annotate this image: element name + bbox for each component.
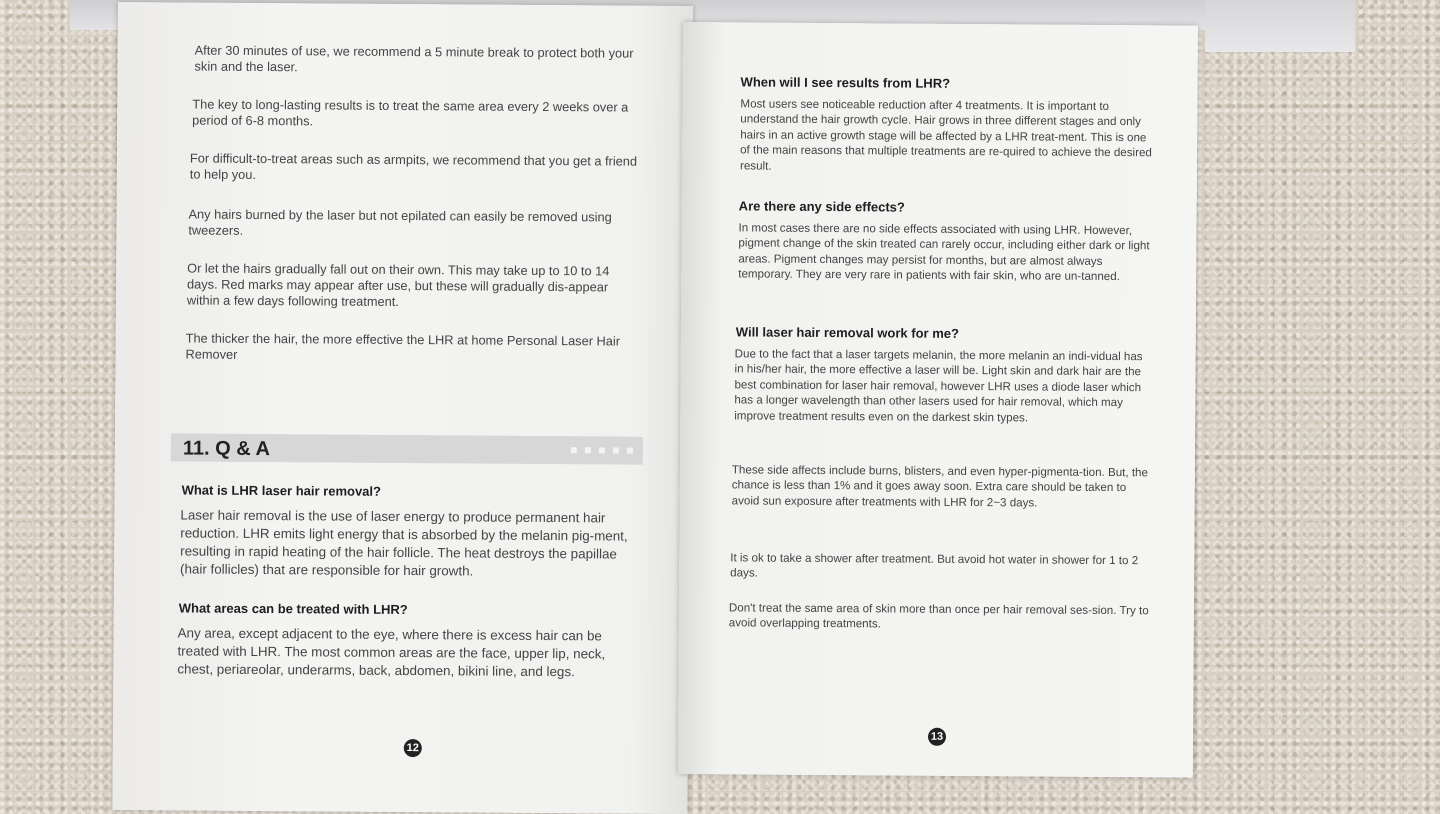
question-heading: What is LHR laser hair removal? (181, 482, 382, 499)
paragraph: Or let the hairs gradually fall out on their own. This may take up to 10 to 14 days. Red marks may appear after use, but these will gradually dis-appear within a few days following treatment. (186, 260, 610, 309)
paragraph: The thicker the hair, the more effective the LHR at home Personal Laser Hair Remover (185, 330, 621, 362)
paragraph: It is ok to take a shower after treatment. But avoid hot water in shower for 1 to 2 days. (730, 551, 1139, 580)
paragraph: The key to long-lasting results is to treat the same area every 2 weeks over a period of 6-8 months. (192, 96, 629, 129)
answer-text: In most cases there are no side effects associated with using LHR. However, pigment change of the skin treated can rarely occur, including either dark or light areas. Pigment changes may persist for months, but are almost always temporary. They are very rare in patients with fair skin, who are un-tanned. (738, 221, 1150, 284)
question-heading: Will laser hair removal work for me? (735, 324, 960, 341)
right-page (678, 22, 1198, 778)
answer-text: Laser hair removal is the use of laser energy to produce permanent hair reduction. LHR emits light energy that is absorbed by the melanin pig-ment, resulting in rapid heating of the hair follicle. The heat destroys the papillae (hair follicles) that are responsible for hair growth. (179, 507, 628, 579)
answer-text: Most users see noticeable reduction after 4 treatments. It is important to understand the hair growth cycle. Hair grows in three different stages and only hairs in an active growth stage will be affected by a LHR treat-ment. This is one of the main reasons that multiple treatments are re-quired to achieve the desired result. (739, 97, 1152, 173)
box-edge-top-right (1205, 0, 1355, 52)
paragraph: For difficult-to-treat areas such as armpits, we recommend that you get a friend to help you. (189, 150, 638, 182)
answer-text: Any area, except adjacent to the eye, where there is excess hair can be treated with LHR. The most common areas are the face, upper lip, neck, chest, periareolar, underarms, back, abdomen, bikini line, and legs. (177, 625, 606, 680)
question-heading: Are there any side effects? (738, 198, 905, 215)
paragraph: Any hairs burned by the laser but not epilated can easily be removed using tweezers. (188, 206, 612, 238)
paragraph: Don't treat the same area of skin more than once per hair removal ses-sion. Try to avoid overlapping treatments. (728, 601, 1149, 631)
decorative-dots (571, 447, 633, 453)
question-heading: When will I see results from LHR? (740, 74, 951, 91)
section-title: 11. Q & A (182, 437, 271, 461)
page-number: 13 (928, 728, 946, 746)
page-number: 12 (404, 739, 422, 757)
paragraph: These side affects include burns, blisters, and even hyper-pigmenta-tion. But, the chance is less than 1% and it goes away soon. Extra care should be taken to avoid sun exposure after treatments with LHR for 2~3 days. (731, 463, 1149, 510)
left-page (112, 2, 693, 814)
question-heading: What areas can be treated with LHR? (178, 600, 408, 618)
paragraph: After 30 minutes of use, we recommend a 5 minute break to protect both your skin and the laser. (194, 42, 634, 75)
section-header-bar (171, 433, 643, 464)
answer-text: Due to the fact that a laser targets melanin, the more melanin an indi-vidual has in his/her hair, the more effective a laser will be. Light skin and dark hair are the best combination for laser hair removal, however LHR uses a diode laser which has a longer wavelength than other lasers used for hair removal, which may improve treatment results even on the darkest skin types. (734, 347, 1143, 425)
